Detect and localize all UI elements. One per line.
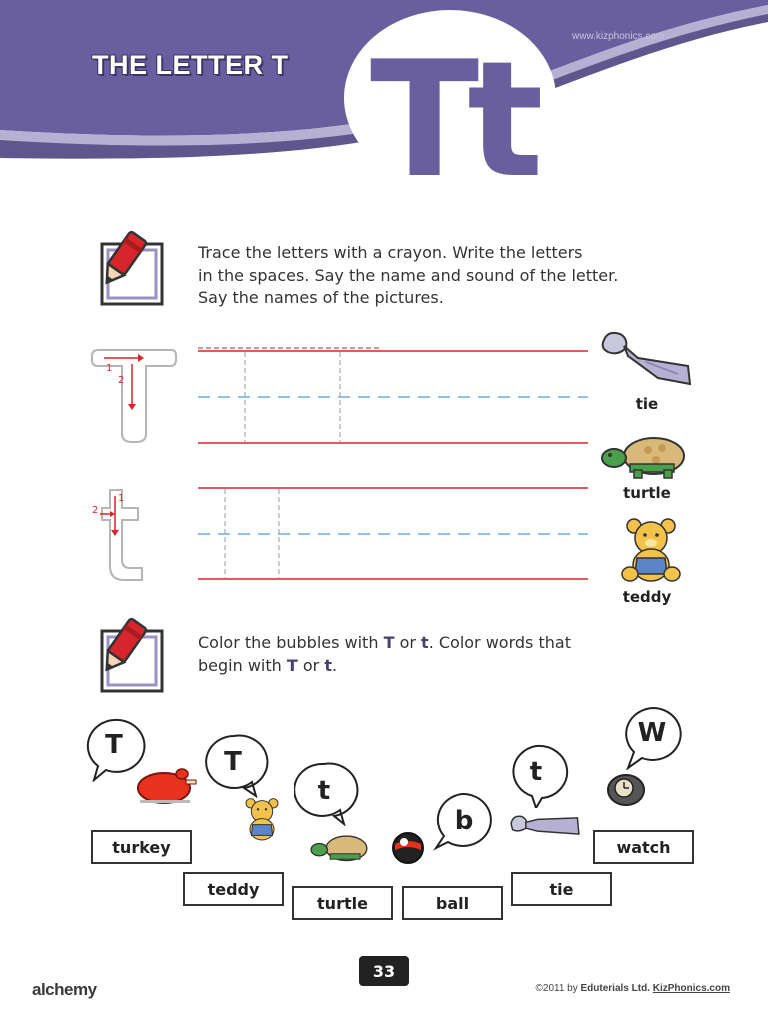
instruction-line: in the spaces. Say the name and sound of the letter. <box>198 265 619 285</box>
stroke-number: 1 <box>106 363 113 374</box>
bubble-letter: b <box>454 806 474 836</box>
brand-logo: alchemy <box>32 980 97 999</box>
word-box-ball[interactable]: ball <box>402 886 503 920</box>
instruction-line: begin with T or t. <box>198 656 338 675</box>
turkey-icon <box>134 766 198 806</box>
pic-label-turtle: turtle <box>623 484 671 502</box>
word-box-tie[interactable]: tie <box>511 872 612 906</box>
traceable-uppercase-t <box>92 350 176 442</box>
copyright: ©2011 by Eduterials Ltd. KizPhonics.com <box>535 983 730 994</box>
pencil-icon <box>88 230 168 310</box>
bubble-letter: W <box>637 718 667 748</box>
pic-label-tie: tie <box>635 395 659 413</box>
stroke-number: 2 <box>92 505 99 516</box>
bubble-letter: t <box>317 776 331 806</box>
watch-icon <box>604 770 648 808</box>
tie-icon <box>598 326 698 388</box>
word-box-teddy[interactable]: teddy <box>183 872 284 906</box>
ball-icon <box>390 830 426 866</box>
color-instruction <box>198 631 571 677</box>
pencil-icon <box>88 617 168 697</box>
bubble-letter: T <box>224 747 242 777</box>
teddy-icon <box>620 518 682 584</box>
stroke-number: 1 <box>118 493 125 504</box>
bubble-letter: T <box>105 730 123 760</box>
instruction-line: Trace the letters with a crayon. Write the letters <box>198 243 583 262</box>
turtle-icon <box>308 832 374 866</box>
watermark: www.kizphonics.com <box>572 31 665 42</box>
instruction-line: Color the bubbles with T or t. Color words that <box>198 633 571 652</box>
instruction-line: Say the names of the pictures. <box>198 288 444 307</box>
tie-icon <box>508 812 582 840</box>
teddy-icon <box>240 798 284 842</box>
page-number: 33 <box>359 956 409 986</box>
big-letters-Tt: Tt <box>370 26 532 213</box>
page-title: THE LETTER T <box>92 50 289 80</box>
turtle-icon <box>600 432 692 482</box>
stroke-number: 2 <box>118 375 125 386</box>
tracing-area <box>80 330 600 600</box>
pic-label-teddy: teddy <box>622 588 672 606</box>
word-box-turtle[interactable]: turtle <box>292 886 393 920</box>
trace-instruction <box>198 242 618 310</box>
word-box-turkey[interactable]: turkey <box>91 830 192 864</box>
word-box-watch[interactable]: watch <box>593 830 694 864</box>
bubble-letter: t <box>529 757 543 787</box>
